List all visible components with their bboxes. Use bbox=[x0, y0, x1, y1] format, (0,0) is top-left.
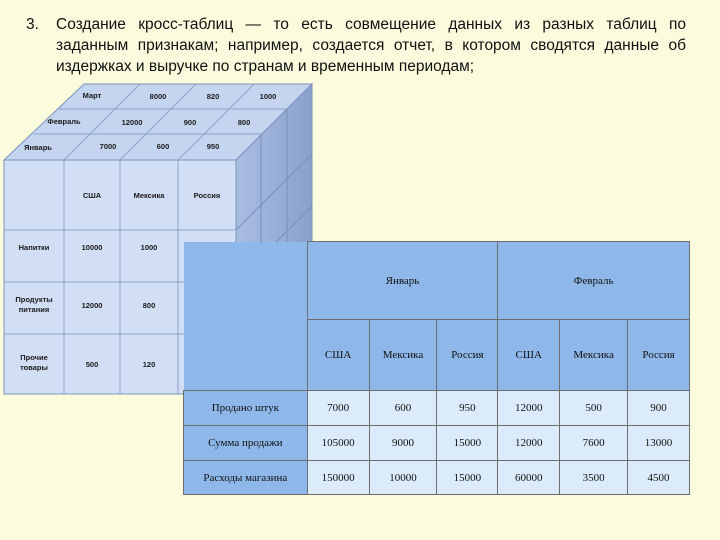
table-cell: 15000 bbox=[437, 461, 498, 495]
cube-cell-value: 800 bbox=[142, 301, 156, 310]
cube-cell-value: 500 bbox=[85, 360, 99, 369]
cube-row-label: товары bbox=[20, 363, 48, 372]
heading-line-3: издержках и выручке по странам и временным периодам; bbox=[56, 58, 475, 75]
table-cell: 60000 bbox=[498, 461, 560, 495]
cube-cell-value: 1000 bbox=[140, 243, 158, 252]
table-row bbox=[184, 426, 690, 461]
table-cell: 15000 bbox=[437, 426, 498, 461]
table-corner bbox=[184, 242, 308, 320]
table-row bbox=[184, 391, 690, 426]
cube-col-header: США bbox=[82, 191, 102, 200]
month-header: Февраль bbox=[498, 242, 690, 320]
cube-back-value: 1000 bbox=[259, 92, 277, 101]
cube-col-header: Мексика bbox=[133, 191, 165, 200]
table-cell: 4500 bbox=[628, 461, 690, 495]
cube-cell-value: 120 bbox=[142, 360, 156, 369]
table-cell: 600 bbox=[369, 391, 437, 426]
cube-col-header: Россия bbox=[193, 191, 221, 200]
cube-back-value: 8000 bbox=[149, 92, 167, 101]
cube-row-label: Продукты bbox=[15, 295, 53, 304]
cube-cell-value: 10000 bbox=[81, 243, 103, 252]
cube-middle-value: 12000 bbox=[121, 118, 143, 127]
cube-front-top-value: 600 bbox=[156, 142, 170, 151]
country-header: Мексика bbox=[560, 320, 628, 391]
cube-middle-value: 800 bbox=[237, 118, 251, 127]
table-cell: 13000 bbox=[628, 426, 690, 461]
cube-row-label: питания bbox=[18, 305, 50, 314]
cube-month-back: Март bbox=[82, 91, 102, 100]
heading-line-1: Создание кросс-таблиц — то есть совмещение данных из разных таблиц по bbox=[56, 16, 686, 33]
row-label: Расходы магазина bbox=[184, 461, 308, 495]
table-cell: 12000 bbox=[498, 426, 560, 461]
row-label: Сумма продажи bbox=[184, 426, 308, 461]
cube-back-value: 820 bbox=[206, 92, 220, 101]
table-row bbox=[184, 461, 690, 495]
row-label: Продано штук bbox=[184, 391, 308, 426]
cube-month-middle: Февраль bbox=[47, 117, 81, 126]
table-corner bbox=[184, 320, 308, 391]
table-cell: 10000 bbox=[369, 461, 437, 495]
table-cell: 7600 bbox=[560, 426, 628, 461]
table-cell: 950 bbox=[437, 391, 498, 426]
month-header: Январь bbox=[307, 242, 498, 320]
cube-middle-value: 900 bbox=[183, 118, 197, 127]
table-cell: 150000 bbox=[307, 461, 369, 495]
table-cell: 500 bbox=[560, 391, 628, 426]
cross-table bbox=[183, 241, 690, 495]
table-cell: 9000 bbox=[369, 426, 437, 461]
table-cell: 12000 bbox=[498, 391, 560, 426]
table-cell: 7000 bbox=[307, 391, 369, 426]
country-header: Россия bbox=[437, 320, 498, 391]
cube-row-label: Прочие bbox=[20, 353, 48, 362]
country-header: США bbox=[307, 320, 369, 391]
cube-month-front: Январь bbox=[24, 143, 52, 152]
country-header: Россия bbox=[628, 320, 690, 391]
table-cell: 3500 bbox=[560, 461, 628, 495]
table-cell: 105000 bbox=[307, 426, 369, 461]
country-header: США bbox=[498, 320, 560, 391]
heading-line-2: заданным признакам; например, создается отчет, в котором сводятся данные об bbox=[56, 37, 686, 54]
country-header: Мексика bbox=[369, 320, 437, 391]
cube-row-label: Напитки bbox=[18, 243, 50, 252]
cube-cell-value: 12000 bbox=[81, 301, 103, 310]
table-cell: 900 bbox=[628, 391, 690, 426]
cube-front-top-value: 7000 bbox=[99, 142, 117, 151]
cube-front-top-value: 950 bbox=[206, 142, 220, 151]
item-number: 3. bbox=[26, 16, 39, 33]
